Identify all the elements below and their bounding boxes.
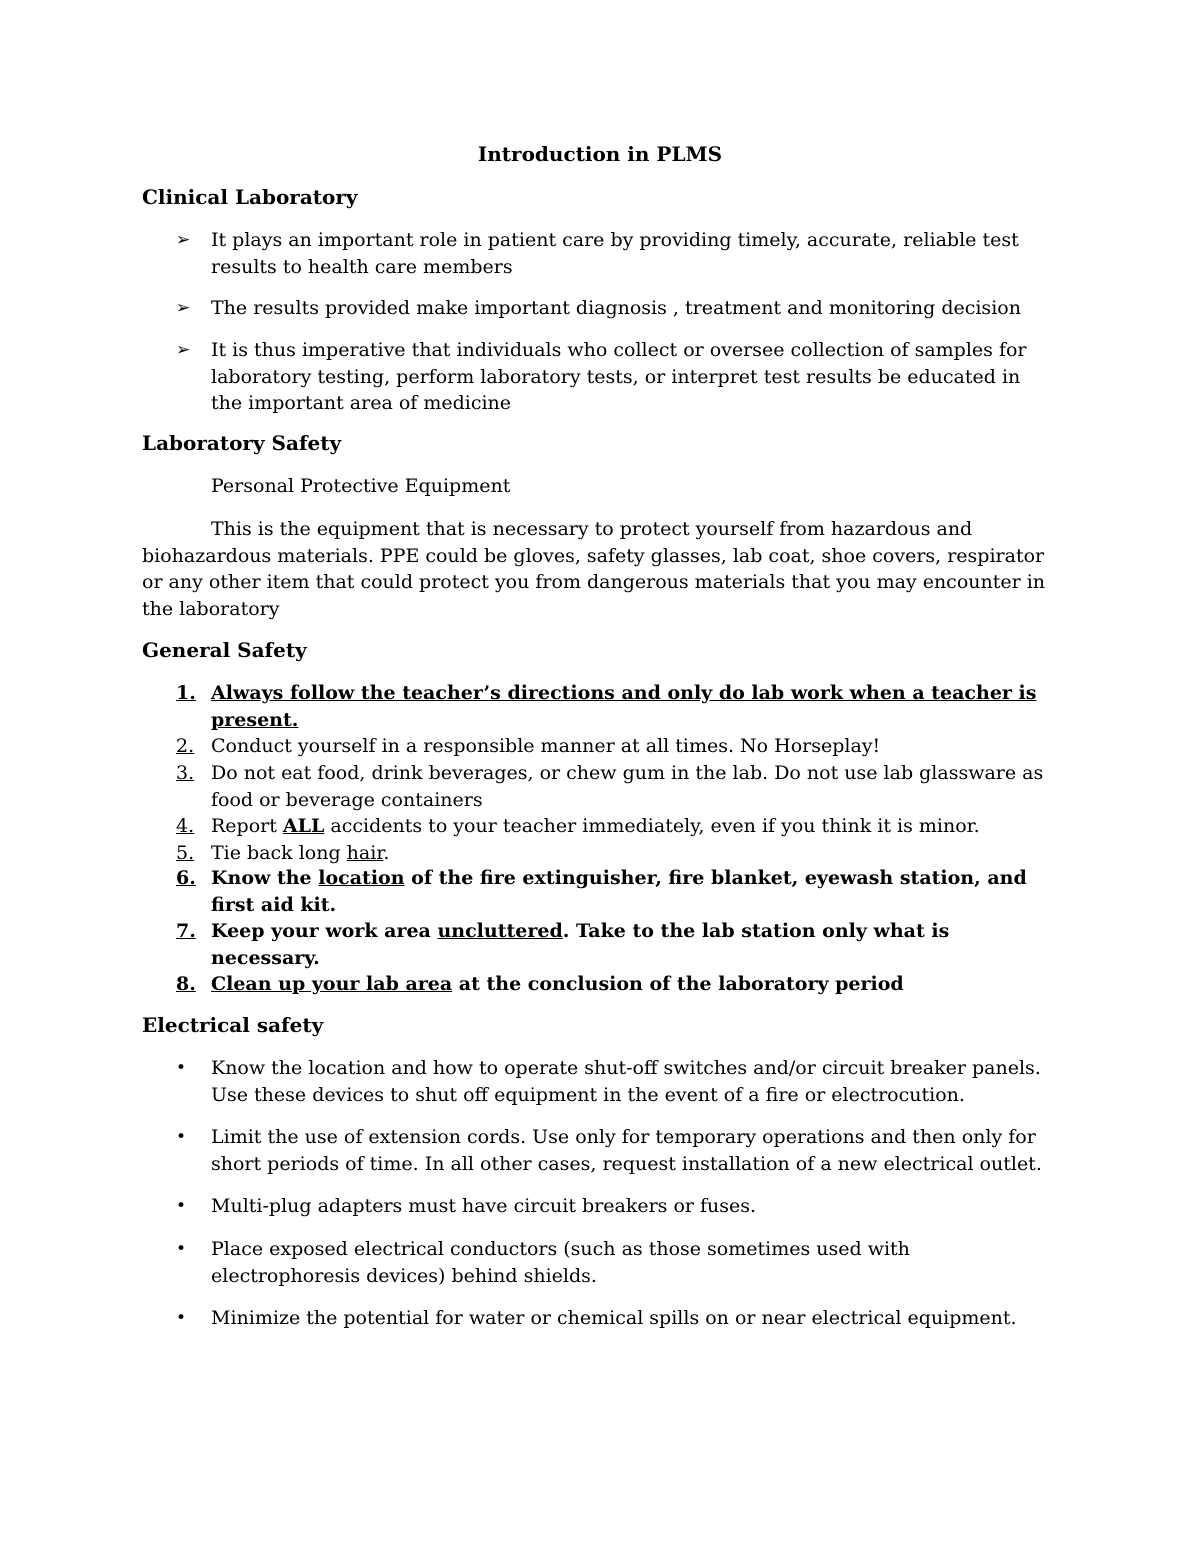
heading-electrical-safety: Electrical safety — [142, 1013, 324, 1037]
list-item-text: It is thus imperative that individuals who collect or oversee collection of samples for laboratory testing, perform laboratory tests, or interpret test results be educated in the important area of medicine — [211, 339, 1027, 414]
item-number: 8. — [176, 973, 196, 995]
emphasis: uncluttered — [437, 920, 563, 942]
item-number: 3. — [176, 762, 195, 784]
emphasis: ALL — [282, 815, 325, 837]
list-item — [142, 295, 1072, 322]
list-item — [142, 227, 1072, 280]
bullet-dot-icon: • — [176, 1308, 187, 1328]
list-item — [142, 1193, 1072, 1220]
item-number: 7. — [176, 920, 196, 942]
list-item-text: Place exposed electrical conductors (such as those sometimes used with electrophoresis devices) behind shields. — [211, 1238, 910, 1287]
item-text: Always follow the teacher’s directions and only do lab work when a teacher is present. — [211, 682, 1037, 731]
item-number: 4. — [176, 815, 195, 837]
list-item — [142, 1305, 1072, 1332]
numbered-item — [142, 733, 1072, 760]
list-item-text: The results provided make important diagnosis , treatment and monitoring decision — [211, 297, 1021, 319]
item-text: Know the location of the fire extinguisher, fire blanket, eyewash station, and first aid kit. — [211, 867, 1027, 916]
item-text: Do not eat food, drink beverages, or chew gum in the lab. Do not use lab glassware as food or beverage containers — [211, 762, 1044, 811]
numbered-item — [142, 918, 1072, 971]
document-title: Introduction in PLMS — [477, 142, 723, 166]
list-item-text: Multi-plug adapters must have circuit breakers or fuses. — [211, 1195, 757, 1217]
list-item-text: Minimize the potential for water or chemical spills on or near electrical equipment. — [211, 1307, 1017, 1329]
heading-general-safety: General Safety — [142, 638, 307, 662]
numbered-item — [142, 760, 1072, 813]
list-item — [142, 1055, 1072, 1108]
emphasis: hair — [346, 842, 384, 864]
item-number: 1. — [176, 682, 196, 704]
item-text: Report ALL accidents to your teacher immediately, even if you think it is minor. — [211, 815, 980, 837]
subheading-ppe: Personal Protective Equipment — [211, 475, 511, 497]
numbered-item — [142, 680, 1072, 733]
arrow-bullet-icon: ➢ — [176, 298, 191, 318]
item-text: Keep your work area uncluttered. Take to the lab station only what is necessary. — [211, 920, 950, 969]
item-number: 6. — [176, 867, 196, 889]
bullet-dot-icon: • — [176, 1127, 187, 1147]
item-number: 5. — [176, 842, 195, 864]
heading-clinical-laboratory: Clinical Laboratory — [142, 185, 358, 209]
item-text: Clean up your lab area at the conclusion of the laboratory period — [211, 973, 904, 995]
numbered-item — [142, 840, 1072, 867]
numbered-item — [142, 865, 1072, 918]
bullet-dot-icon: • — [176, 1058, 187, 1078]
list-item — [142, 1124, 1072, 1177]
list-item — [142, 1236, 1072, 1289]
numbered-item — [142, 813, 1072, 840]
heading-laboratory-safety: Laboratory Safety — [142, 431, 342, 455]
arrow-bullet-icon: ➢ — [176, 230, 191, 250]
bullet-dot-icon: • — [176, 1239, 187, 1259]
numbered-item — [142, 971, 1072, 998]
arrow-bullet-icon: ➢ — [176, 340, 191, 360]
emphasis: location — [318, 867, 405, 889]
item-text: Tie back long hair. — [211, 842, 390, 864]
list-item-text: It plays an important role in patient care by providing timely, accurate, reliable test results to health care members — [211, 229, 1019, 278]
emphasis: Clean up your lab area — [211, 973, 453, 995]
list-item-text: Know the location and how to operate shut-off switches and/or circuit breaker panels. Use these devices to shut off equipment in the event of a fire or electrocution. — [211, 1057, 1041, 1106]
list-item-text: Limit the use of extension cords. Use only for temporary operations and then only for short periods of time. In all other cases, request installation of a new electrical outlet. — [211, 1126, 1042, 1175]
item-text: Conduct yourself in a responsible manner at all times. No Horseplay! — [211, 735, 881, 757]
bullet-dot-icon: • — [176, 1196, 187, 1216]
item-number: 2. — [176, 735, 195, 757]
list-item — [142, 337, 1072, 417]
ppe-paragraph: This is the equipment that is necessary to protect yourself from hazardous and biohazardous materials. PPE could be gloves, safety glasses, lab coat, shoe covers, respirator or any other item that could protect you from dangerous materials that you may encounter in the laboratory — [142, 518, 1046, 620]
